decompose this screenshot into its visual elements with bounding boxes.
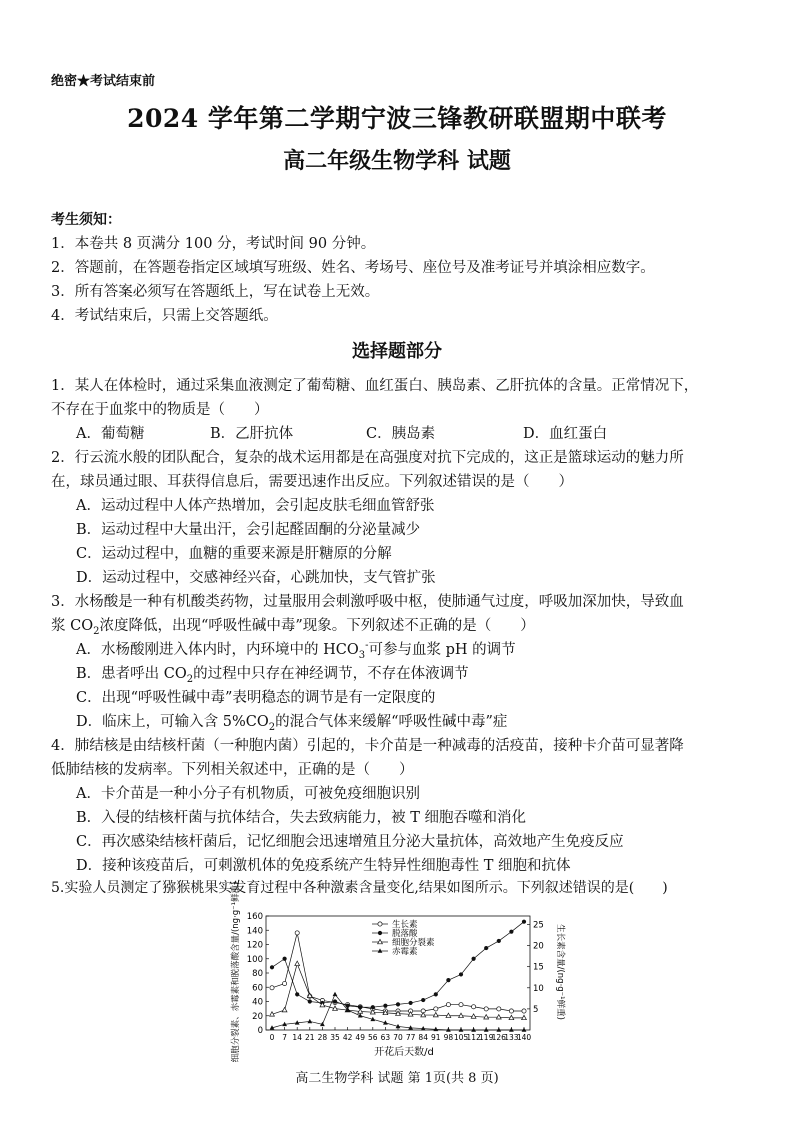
x-tick-label: 70 [393, 1033, 403, 1042]
x-tick-label: 98 [443, 1033, 454, 1042]
data-point [283, 957, 287, 961]
q4-stem: 低肺结核的发病率。下列相关叙述中，正确的是（ ） [51, 762, 414, 778]
notice-item: 2．答题前，在答题卷指定区域填写班级、姓名、考场号、座位号及准考证号并填涂相应数字。 [51, 260, 655, 276]
data-point [459, 1013, 464, 1017]
y-tick-label-left: 60 [252, 983, 263, 994]
y-tick-label-left: 20 [252, 1011, 263, 1022]
data-point [446, 978, 450, 982]
data-point [497, 939, 501, 943]
x-tick-label: 21 [305, 1033, 315, 1042]
data-point [371, 1005, 375, 1009]
legend-marker [378, 922, 382, 926]
y-tick-label-left: 160 [246, 912, 263, 922]
y-tick-label-left: 100 [246, 954, 263, 965]
data-point [472, 1005, 476, 1009]
x-tick-label: 56 [368, 1033, 378, 1042]
data-point [496, 1015, 501, 1019]
data-point [333, 992, 338, 996]
data-point [522, 920, 526, 924]
x-tick-label: 0 [269, 1033, 275, 1042]
q1-option-c: C．胰岛素 [366, 426, 436, 442]
data-point [270, 986, 274, 990]
q3-stem: 3．水杨酸是一种有机酸类药物，过量服用会刺激呼吸中枢，使肺通气过度，呼吸加深加快，导致血 [51, 594, 684, 610]
x-tick-label: 77 [405, 1033, 416, 1042]
data-point [396, 1002, 400, 1006]
q2-option-b: B．运动过程中大量出汗，会引起醛固酮的分泌量减少 [76, 522, 421, 538]
data-point [434, 1007, 438, 1011]
data-point [509, 1009, 513, 1013]
data-point [497, 1007, 501, 1011]
legend-label: 生长素 [392, 920, 418, 930]
legend-marker [378, 931, 382, 935]
x-tick-label: 91 [431, 1033, 441, 1042]
legend-marker [378, 948, 383, 952]
x-tick-label: 126 [491, 1033, 506, 1042]
data-point [434, 992, 438, 996]
notice-item: 3．所有答案必须写在答题纸上，写在试卷上无效。 [51, 284, 380, 300]
q4-option-a: A．卡介苗是一种小分子有机物质，可被免疫细胞识别 [76, 786, 420, 802]
q3-option-a: A．水杨酸刚进入体内时，内环境中的 $HCO_3^-$可参与血浆 pH 的调节 [76, 640, 516, 661]
q3-option-c: C．出现“呼吸性碱中毒”表明稳态的调节是有一定限度的 [76, 690, 436, 706]
data-point [433, 1012, 438, 1016]
data-point [307, 1019, 312, 1023]
y-tick-label-right: 15 [533, 962, 544, 973]
y-tick-label-left: 40 [252, 997, 263, 1008]
exam-subtitle: 高二年级生物学科 试题 [283, 148, 511, 174]
data-point [472, 957, 476, 961]
q1-option-d: D．血红蛋白 [523, 426, 608, 442]
data-point [333, 999, 337, 1003]
notice-heading: 考生须知： [51, 212, 121, 228]
data-point [295, 931, 299, 935]
y-tick-label-left: 120 [246, 940, 263, 951]
data-point [446, 1003, 450, 1007]
data-point [383, 1004, 387, 1008]
data-point [295, 992, 299, 996]
x-axis-label: 开花后天数/d [374, 1047, 434, 1058]
q3-option-d: D．临床上，可输入含 $5\%CO_2$的混合气体来缓解“呼吸性碱中毒”症 [76, 714, 508, 733]
y-tick-label-left: 140 [246, 926, 263, 937]
q4-option-c: C．再次感染结核杆菌后，记忆细胞会迅速增殖且分泌大量抗体，高效地产生免疫反应 [76, 834, 624, 850]
x-tick-label: 112 [466, 1033, 481, 1042]
legend-label: 脱落酸 [392, 929, 418, 939]
q2-stem: 在，球员通过眼、耳获得信息后，需要迅速作出反应。下列叙述错误的是（ ） [51, 474, 573, 490]
y-tick-label-left: 0 [257, 1026, 263, 1036]
y-tick-label-right: 5 [533, 1004, 539, 1015]
x-tick-label: 140 [516, 1033, 532, 1042]
q1-option-b: B．乙肝抗体 [210, 426, 294, 442]
x-tick-label: 63 [380, 1033, 391, 1042]
notice-item: 1．本卷共 8 页满分 100 分，考试时间 90 分钟。 [51, 236, 376, 252]
q3-stem: 浆 $CO_2$浓度降低，出现“呼吸性碱中毒”现象。下列叙述不正确的是（ ） [51, 618, 535, 637]
q2-option-a: A．运动过程中人体产热增加，会引起皮肤毛细血管舒张 [76, 498, 435, 514]
q1-stem: 1．某人在体检时，通过采集血液测定了葡萄糖、血红蛋白、胰岛素、乙肝抗体的含量。正常情况下， [51, 378, 699, 394]
data-point [509, 930, 513, 934]
data-point [459, 1003, 463, 1007]
y-tick-label-right: 10 [533, 983, 544, 994]
data-point [522, 1015, 527, 1019]
data-point [421, 998, 425, 1002]
data-point [295, 961, 300, 965]
q2-option-c: C．运动过程中，血糖的重要来源是肝糖原的分解 [76, 546, 392, 562]
data-point [308, 999, 312, 1003]
legend-label: 赤霉素 [392, 947, 418, 957]
legend-marker [378, 939, 383, 943]
y-tick-label-right: 20 [533, 941, 544, 952]
q1-option-a: A．葡萄糖 [76, 426, 145, 442]
q1-stem: 不存在于血浆中的物质是（ ） [51, 402, 269, 418]
x-tick-label: 133 [504, 1033, 519, 1042]
q2-stem: 2．行云流水般的团队配合，复杂的战术运用都是在高强度对抗下完成的，这正是篮球运动的魅力所 [51, 450, 684, 466]
page-footer: 高二生物学科 试题 第 1页(共 8 页) [295, 1071, 499, 1086]
data-point [282, 1007, 287, 1011]
y-axis-label-left: 细胞分裂素、赤霉素和脱落酸含量/(ng·g⁻¹鲜重) [231, 881, 241, 1063]
y-tick-label-right: 25 [533, 920, 544, 931]
q2-option-d: D．运动过程中，交感神经兴奋，心跳加快，支气管扩张 [76, 570, 436, 586]
data-point [283, 981, 287, 985]
data-point [484, 946, 488, 950]
y-axis-label-right: 生长素含量/(ng·g⁻¹鲜重) [555, 924, 565, 1020]
x-tick-label: 28 [317, 1033, 328, 1042]
q5-stem: 5.实验人员测定了猕猴桃果实发育过程中各种激素含量变化,结果如图所示。下列叙述错误的是( ) [51, 880, 668, 896]
q4-option-b: B．入侵的结核杆菌与抗体结合，失去致病能力，被 T 细胞吞噬和消化 [76, 810, 527, 826]
data-point [484, 1007, 488, 1011]
x-tick-label: 14 [292, 1033, 302, 1042]
notice-item: 4．考试结束后，只需上交答题纸。 [51, 308, 278, 324]
data-point [522, 1009, 526, 1013]
x-tick-label: 42 [342, 1033, 353, 1042]
section-title: 选择题部分 [352, 341, 442, 362]
data-point [409, 1001, 413, 1005]
data-point [270, 965, 274, 969]
x-tick-label: 7 [282, 1033, 287, 1042]
confidential-mark: 绝密★考试结束前 [51, 74, 156, 89]
x-tick-label: 35 [330, 1033, 340, 1042]
exam-title: 2024 学年第二学期宁波三锋教研联盟期中联考 [127, 104, 667, 133]
q4-stem: 4．肺结核是由结核杆菌（一种胞内菌）引起的，卡介苗是一种减毒的活疫苗，接种卡介苗可显著降 [51, 738, 684, 754]
data-point [459, 972, 463, 976]
q3-option-b: B．患者呼出 $CO_2$的过程中只存在神经调节，不存在体液调节 [76, 666, 469, 685]
q4-option-d: D．接种该疫苗后，可刺激机体的免疫系统产生特异性细胞毒性 T 细胞和抗体 [76, 858, 571, 874]
x-tick-label: 84 [418, 1033, 428, 1042]
x-tick-label: 105 [453, 1033, 469, 1042]
x-tick-label: 49 [355, 1033, 365, 1042]
x-tick-label: 119 [479, 1033, 494, 1042]
legend-label: 细胞分裂素 [392, 938, 435, 948]
y-tick-label-left: 80 [252, 969, 263, 979]
